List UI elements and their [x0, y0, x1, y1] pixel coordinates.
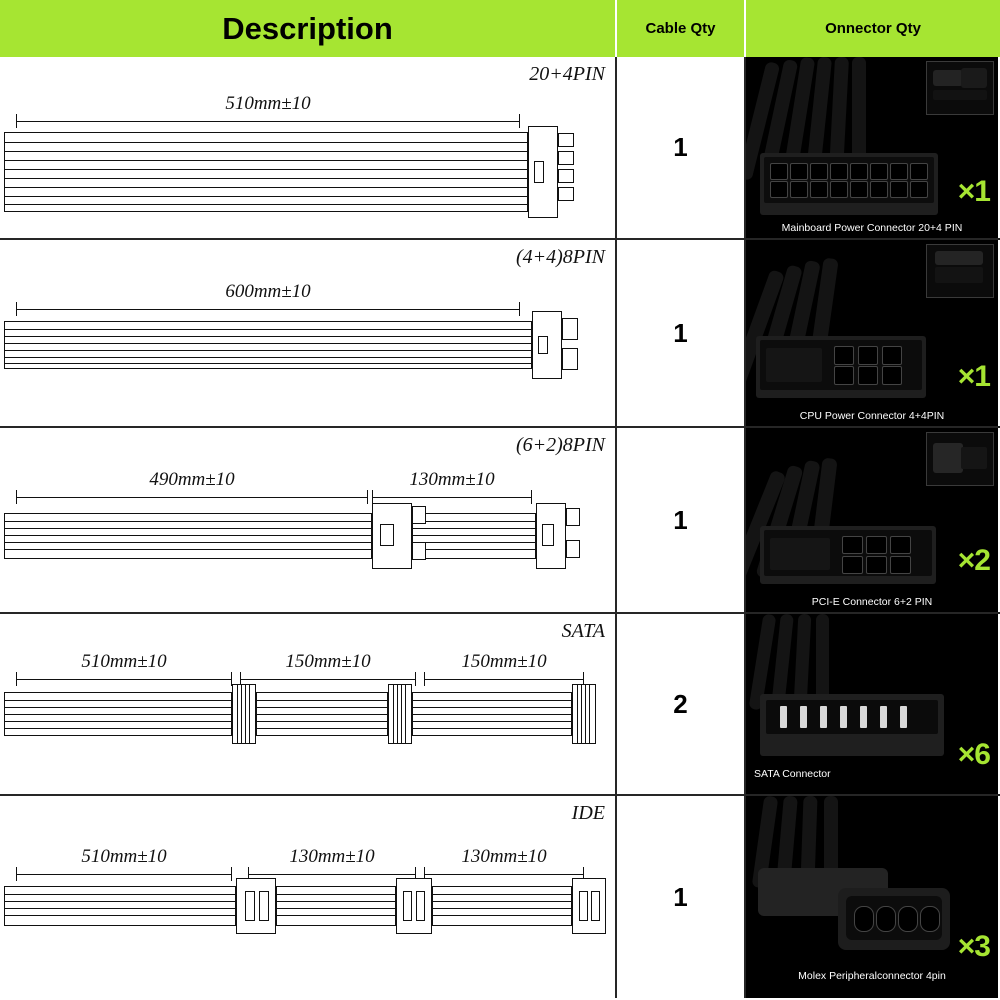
- row-1-connector-thumbnail: [926, 61, 994, 115]
- row-3-connector-multiplier: ×2: [957, 544, 990, 577]
- row-1-connector-multiplier: ×1: [957, 175, 990, 208]
- row-4-description: [0, 614, 617, 794]
- row-5-title: IDE: [571, 802, 605, 824]
- row-3-connector-thumbnail: [926, 432, 994, 486]
- row-3-description: [0, 428, 617, 612]
- row-2-connector-photo: [746, 240, 998, 426]
- row-2-dim-line-1: [16, 302, 520, 316]
- table-row: [0, 57, 1000, 240]
- row-3-title: (6+2)8PIN: [515, 434, 605, 456]
- row-4-dim-label-3: 150mm±10: [461, 651, 547, 672]
- row-5-cable-qty: 1: [617, 796, 746, 998]
- row-5-connector-3: [572, 878, 606, 934]
- row-4-connector-1: [232, 684, 256, 744]
- row-5-connector-1: [236, 878, 276, 934]
- row-3-cable-qty: 1: [617, 428, 746, 612]
- row-4-connector-multiplier: ×6: [957, 738, 990, 771]
- header-cable-qty: Cable Qty: [617, 0, 746, 57]
- row-5-connector-photo: [746, 796, 998, 998]
- row-3-dim-line-2: [372, 490, 532, 504]
- header-connector-qty: Onnector Qty: [746, 0, 1000, 57]
- row-1-connector-caption: Mainboard Power Connector 20+4 PIN: [781, 222, 963, 234]
- table-row: [0, 428, 1000, 614]
- row-4-connector-caption: SATA Connector: [754, 768, 831, 780]
- row-3-cable-ribbon-1: [4, 513, 372, 559]
- row-5-dim-line-3: [424, 867, 584, 881]
- row-2-cable-ribbon: [4, 321, 532, 369]
- row-4-dim-label-1: 510mm±10: [81, 651, 167, 672]
- row-4-cable-qty: 2: [617, 614, 746, 794]
- table-header: [0, 0, 1000, 57]
- row-4-connector-photo: [746, 614, 998, 794]
- row-5-connector-multiplier: ×3: [957, 930, 990, 963]
- row-4-dim-label-2: 150mm±10: [285, 651, 371, 672]
- row-1-connector-photo: [746, 57, 998, 238]
- row-2-description: [0, 240, 617, 426]
- row-2-connector-multiplier: ×1: [957, 360, 990, 393]
- row-5-dim-label-1: 510mm±10: [81, 846, 167, 867]
- row-4-connector-2: [388, 684, 412, 744]
- row-3-cable-ribbon-2: [412, 513, 536, 559]
- row-2-connector-caption: CPU Power Connector 4+4PIN: [799, 410, 945, 422]
- row-1-dim-label-1: 510mm±10: [225, 93, 311, 114]
- row-5-dim-label-2: 130mm±10: [289, 846, 375, 867]
- table-row: [0, 614, 1000, 796]
- row-4-dim-line-3: [424, 672, 584, 686]
- row-4-title: SATA: [561, 620, 605, 642]
- row-2-connector-thumbnail: [926, 244, 994, 298]
- row-5-description: [0, 796, 617, 998]
- row-3-dim-label-1: 490mm±10: [149, 469, 235, 490]
- row-2-cable-qty: 1: [617, 240, 746, 426]
- row-1-cable-qty: 1: [617, 57, 746, 238]
- row-4-dim-line-1: [16, 672, 232, 686]
- row-5-dim-label-3: 130mm±10: [461, 846, 547, 867]
- row-5-cable-ribbon-1: [4, 886, 236, 926]
- row-4-cable-ribbon-2: [256, 692, 388, 736]
- row-5-cable-ribbon-3: [432, 886, 572, 926]
- row-5-connector-caption: Molex Peripheralconnector 4pin: [798, 970, 946, 982]
- row-4-cable-ribbon-1: [4, 692, 232, 736]
- row-1-description: [0, 57, 617, 238]
- row-2-title: (4+4)8PIN: [515, 246, 605, 268]
- header-description: Description: [0, 0, 617, 57]
- row-4-cable-ribbon-3: [412, 692, 572, 736]
- table-body: [0, 57, 1000, 1000]
- row-4-connector-3: [572, 684, 596, 744]
- row-1-title: 20+4PIN: [529, 63, 605, 85]
- row-5-connector-2: [396, 878, 432, 934]
- table-row: [0, 796, 1000, 998]
- row-3-dim-label-2: 130mm±10: [409, 469, 495, 490]
- row-5-cable-ribbon-2: [276, 886, 396, 926]
- row-5-dim-line-1: [16, 867, 232, 881]
- row-3-dim-line-1: [16, 490, 368, 504]
- table-row: [0, 240, 1000, 428]
- row-1-dim-line-1: [16, 114, 520, 128]
- row-3-connector-photo: [746, 428, 998, 612]
- row-2-dim-label-1: 600mm±10: [225, 281, 311, 302]
- row-3-connector-caption: PCI-E Connector 6+2 PIN: [811, 596, 933, 608]
- row-1-cable-ribbon: [4, 132, 528, 212]
